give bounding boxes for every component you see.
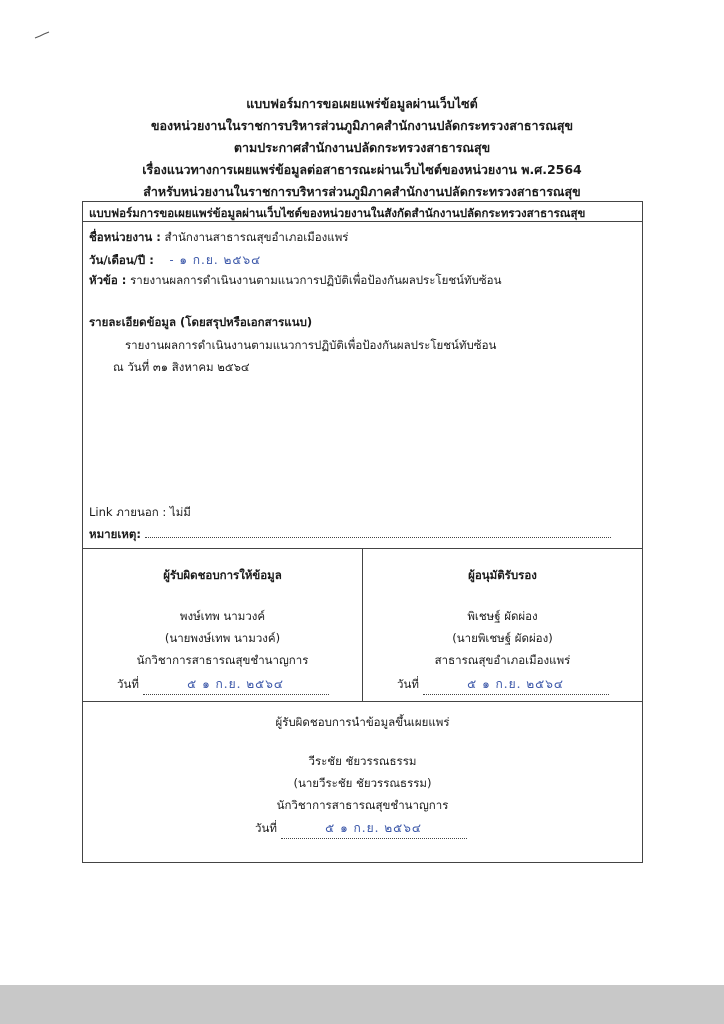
topic-label: หัวข้อ : — [89, 273, 127, 287]
provider-name: พงษ์เทพ นามวงค์ — [179, 609, 266, 623]
publisher-date-line — [281, 819, 467, 839]
publisher-date-label: วันที่ — [255, 821, 277, 835]
unit-row — [89, 229, 348, 247]
provider-date-row — [117, 675, 329, 695]
provider-heading: ผู้รับผิดชอบการให้ข้อมูล — [163, 568, 282, 582]
approver-date-row — [397, 675, 609, 695]
date-row — [89, 251, 261, 270]
provider-date-line — [143, 675, 329, 695]
provider-date-label: วันที่ — [117, 677, 139, 691]
topic-row — [89, 272, 501, 290]
unit-label: ชื่อหน่วยงาน : — [89, 230, 161, 244]
publisher-name: วีระชัย ชัยวรรณธรรม — [308, 754, 417, 768]
header-title-line3: ตามประกาศสำนักงานปลัดกระทรวงสาธารณสุข — [233, 140, 491, 155]
note-row — [89, 526, 611, 544]
header-title-line5: สำหรับหน่วยงานในราชการบริหารส่วนภูมิภาคสำนักงานปลัดกระทรวงสาธารณสุข — [143, 184, 581, 199]
date-value: - ๑ ก.ย. ๒๕๖๔ — [169, 253, 262, 267]
scan-mark-icon — [34, 30, 50, 40]
form-box-title: แบบฟอร์มการขอเผยแพร่ข้อมูลผ่านเว็บไซต์ของหน่วยงานในสังกัดสำนักงานปลัดกระทรวงสาธารณสุข — [89, 206, 586, 220]
provider-date-value: ๕ ๑ ก.ย. ๒๕๖๔ — [187, 677, 284, 691]
approver-position: สาธารณสุขอำเภอเมืองแพร่ — [434, 653, 571, 667]
link-label: Link ภายนอก : — [89, 505, 167, 519]
approver-date-label: วันที่ — [397, 677, 419, 691]
header-title-line4: เรื่องแนวทางการเผยแพร่ข้อมูลต่อสาธารณะผ่านเว็บไซต์ของหน่วยงาน พ.ศ.2564 — [142, 162, 582, 177]
publisher-name-paren: (นายวีระชัย ชัยวรรณธรรม) — [293, 776, 432, 790]
detail-label: รายละเอียดข้อมูล (โดยสรุปหรือเอกสารแนบ) — [89, 315, 313, 329]
note-label: หมายเหตุ: — [89, 527, 141, 541]
provider-position: นักวิชาการสาธารณสุขชำนาญการ — [136, 653, 309, 667]
link-value: ไม่มี — [169, 505, 191, 519]
scan-bottom-edge — [0, 985, 724, 1024]
approver-name-paren: (นายพิเชษฐ์ ผัดผ่อง) — [452, 631, 553, 645]
link-row — [89, 504, 191, 522]
form-box — [82, 201, 643, 863]
detail-line1: รายงานผลการดำเนินงานตามแนวการปฏิบัติเพื่อป้องกันผลประโยชน์ทับซ้อน — [125, 338, 497, 352]
approver-date-value: ๕ ๑ ก.ย. ๒๕๖๔ — [467, 677, 564, 691]
publisher-position: นักวิชาการสาธารณสุขชำนาญการ — [276, 798, 449, 812]
detail-line2: ณ วันที่ ๓๑ สิงหาคม ๒๕๖๔ — [113, 360, 250, 374]
approver-heading: ผู้อนุมัติรับรอง — [468, 568, 537, 582]
publisher-date-row — [255, 819, 467, 839]
approver-date-line — [423, 675, 609, 695]
note-dotted-line — [145, 537, 611, 538]
signers-divider — [83, 701, 642, 702]
header-title-line1: แบบฟอร์มการขอเผยแพร่ข้อมูลผ่านเว็บไซต์ — [246, 96, 478, 111]
publisher-date-value: ๕ ๑ ก.ย. ๒๕๖๔ — [325, 821, 422, 835]
topic-value: รายงานผลการดำเนินงานตามแนวการปฏิบัติเพื่อป้องกันผลประโยชน์ทับซ้อน — [130, 273, 502, 287]
provider-name-paren: (นายพงษ์เทพ นามวงค์) — [164, 631, 281, 645]
approver-name: พิเชษฐ์ ผัดผ่อง — [467, 609, 538, 623]
publisher-heading: ผู้รับผิดชอบการนำข้อมูลขึ้นเผยแพร่ — [275, 715, 450, 729]
header-title-line2: ของหน่วยงานในราชการบริหารส่วนภูมิภาคสำนักงานปลัดกระทรวงสาธารณสุข — [150, 118, 574, 133]
unit-value: สำนักงานสาธารณสุขอำเภอเมืองแพร่ — [164, 230, 349, 244]
date-label: วัน/เดือน/ปี : — [89, 253, 154, 267]
